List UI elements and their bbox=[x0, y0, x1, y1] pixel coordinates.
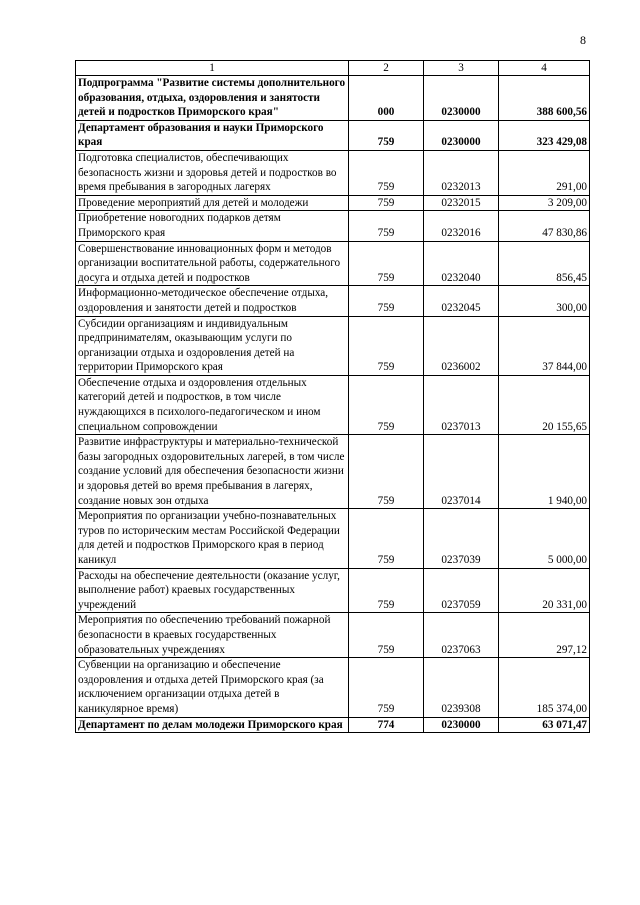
row-classification-code: 0232045 bbox=[424, 286, 499, 316]
row-description: Развитие инфраструктуры и материально-технической базы загородных оздоровительных лагерей, в том числе создание условий для обеспечения безопасности жизни и здоровья детей во время пребывания в лагерях, создание новых зон отдыха bbox=[76, 435, 349, 509]
row-department-code: 759 bbox=[349, 120, 424, 150]
row-description: Подготовка специалистов, обеспечивающих безопасность жизни и здоровья детей и подростков во время пребывания в загородных лагерях bbox=[76, 150, 349, 195]
row-amount: 388 600,56 bbox=[499, 76, 590, 121]
row-description: Департамент по делам молодежи Приморского края bbox=[76, 717, 349, 733]
row-amount: 297,12 bbox=[499, 613, 590, 658]
row-classification-code: 0237013 bbox=[424, 375, 499, 434]
row-amount: 5 000,00 bbox=[499, 509, 590, 568]
row-description: Информационно-методическое обеспечение отдыха, оздоровления и занятости детей и подростков bbox=[76, 286, 349, 316]
row-department-code: 759 bbox=[349, 658, 424, 717]
row-classification-code: 0236002 bbox=[424, 316, 499, 375]
row-amount: 20 155,65 bbox=[499, 375, 590, 434]
page-number: 8 bbox=[580, 33, 586, 47]
row-department-code: 759 bbox=[349, 286, 424, 316]
row-classification-code: 0232015 bbox=[424, 195, 499, 211]
row-description: Субсидии организациям и индивидуальным предпринимателям, оказывающим услуги по организации отдыха и оздоровления детей на территории Приморского края bbox=[76, 316, 349, 375]
row-description: Субвенции на организацию и обеспечение оздоровления и отдыха детей Приморского края (за исключением организации отдыха детей в каникулярное время) bbox=[76, 658, 349, 717]
table-row bbox=[76, 435, 590, 509]
row-department-code: 759 bbox=[349, 211, 424, 241]
row-department-code: 759 bbox=[349, 568, 424, 613]
budget-table bbox=[75, 60, 590, 733]
row-amount: 20 331,00 bbox=[499, 568, 590, 613]
row-amount: 185 374,00 bbox=[499, 658, 590, 717]
row-department-code: 000 bbox=[349, 76, 424, 121]
table-row bbox=[76, 211, 590, 241]
row-description: Обеспечение отдыха и оздоровления отдельных категорий детей и подростков, в том числе нуждающихся в психолого-педагогическом и ином специальном сопровождении bbox=[76, 375, 349, 434]
row-department-code: 759 bbox=[349, 241, 424, 286]
table-row bbox=[76, 375, 590, 434]
table-row bbox=[76, 241, 590, 286]
table-row bbox=[76, 658, 590, 717]
column-header-1: 1 bbox=[76, 61, 349, 76]
table-row bbox=[76, 120, 590, 150]
row-department-code: 759 bbox=[349, 509, 424, 568]
row-amount: 323 429,08 bbox=[499, 120, 590, 150]
row-department-code: 759 bbox=[349, 375, 424, 434]
column-header-4: 4 bbox=[499, 61, 590, 76]
row-description: Приобретение новогодних подарков детям Приморского края bbox=[76, 211, 349, 241]
row-department-code: 759 bbox=[349, 150, 424, 195]
row-department-code: 774 bbox=[349, 717, 424, 733]
row-classification-code: 0232040 bbox=[424, 241, 499, 286]
row-classification-code: 0237059 bbox=[424, 568, 499, 613]
row-classification-code: 0239308 bbox=[424, 658, 499, 717]
row-amount: 856,45 bbox=[499, 241, 590, 286]
row-description: Расходы на обеспечение деятельности (оказание услуг, выполнение работ) краевых государственных учреждений bbox=[76, 568, 349, 613]
row-description: Проведение мероприятий для детей и молодежи bbox=[76, 195, 349, 211]
row-classification-code: 0232013 bbox=[424, 150, 499, 195]
row-department-code: 759 bbox=[349, 435, 424, 509]
table-row bbox=[76, 568, 590, 613]
table-row bbox=[76, 613, 590, 658]
row-department-code: 759 bbox=[349, 316, 424, 375]
row-description: Совершенствование инновационных форм и методов организации воспитательной работы, содержательного досуга и отдыха детей и подростков bbox=[76, 241, 349, 286]
row-amount: 3 209,00 bbox=[499, 195, 590, 211]
row-amount: 37 844,00 bbox=[499, 316, 590, 375]
row-classification-code: 0230000 bbox=[424, 120, 499, 150]
row-amount: 1 940,00 bbox=[499, 435, 590, 509]
table-row bbox=[76, 717, 590, 733]
table-row bbox=[76, 316, 590, 375]
row-department-code: 759 bbox=[349, 195, 424, 211]
row-classification-code: 0230000 bbox=[424, 76, 499, 121]
table-row bbox=[76, 286, 590, 316]
row-amount: 291,00 bbox=[499, 150, 590, 195]
row-amount: 63 071,47 bbox=[499, 717, 590, 733]
row-classification-code: 0237014 bbox=[424, 435, 499, 509]
table-row bbox=[76, 195, 590, 211]
row-classification-code: 0237063 bbox=[424, 613, 499, 658]
column-header-3: 3 bbox=[424, 61, 499, 76]
row-classification-code: 0237039 bbox=[424, 509, 499, 568]
table-row bbox=[76, 150, 590, 195]
row-description: Мероприятия по организации учебно-познавательных туров по историческим местам Российской Федерации для детей и подростков Приморского края в период каникул bbox=[76, 509, 349, 568]
column-header-2: 2 bbox=[349, 61, 424, 76]
row-classification-code: 0232016 bbox=[424, 211, 499, 241]
row-amount: 300,00 bbox=[499, 286, 590, 316]
table-row bbox=[76, 76, 590, 121]
row-amount: 47 830,86 bbox=[499, 211, 590, 241]
row-description: Подпрограмма "Развитие системы дополнительного образования, отдыха, оздоровления и занятости детей и подростков Приморского края" bbox=[76, 76, 349, 121]
row-description: Мероприятия по обеспечению требований пожарной безопасности в краевых государственных образовательных учреждениях bbox=[76, 613, 349, 658]
row-department-code: 759 bbox=[349, 613, 424, 658]
row-classification-code: 0230000 bbox=[424, 717, 499, 733]
row-description: Департамент образования и науки Приморского края bbox=[76, 120, 349, 150]
table-row bbox=[76, 509, 590, 568]
table-header-row bbox=[76, 61, 590, 76]
